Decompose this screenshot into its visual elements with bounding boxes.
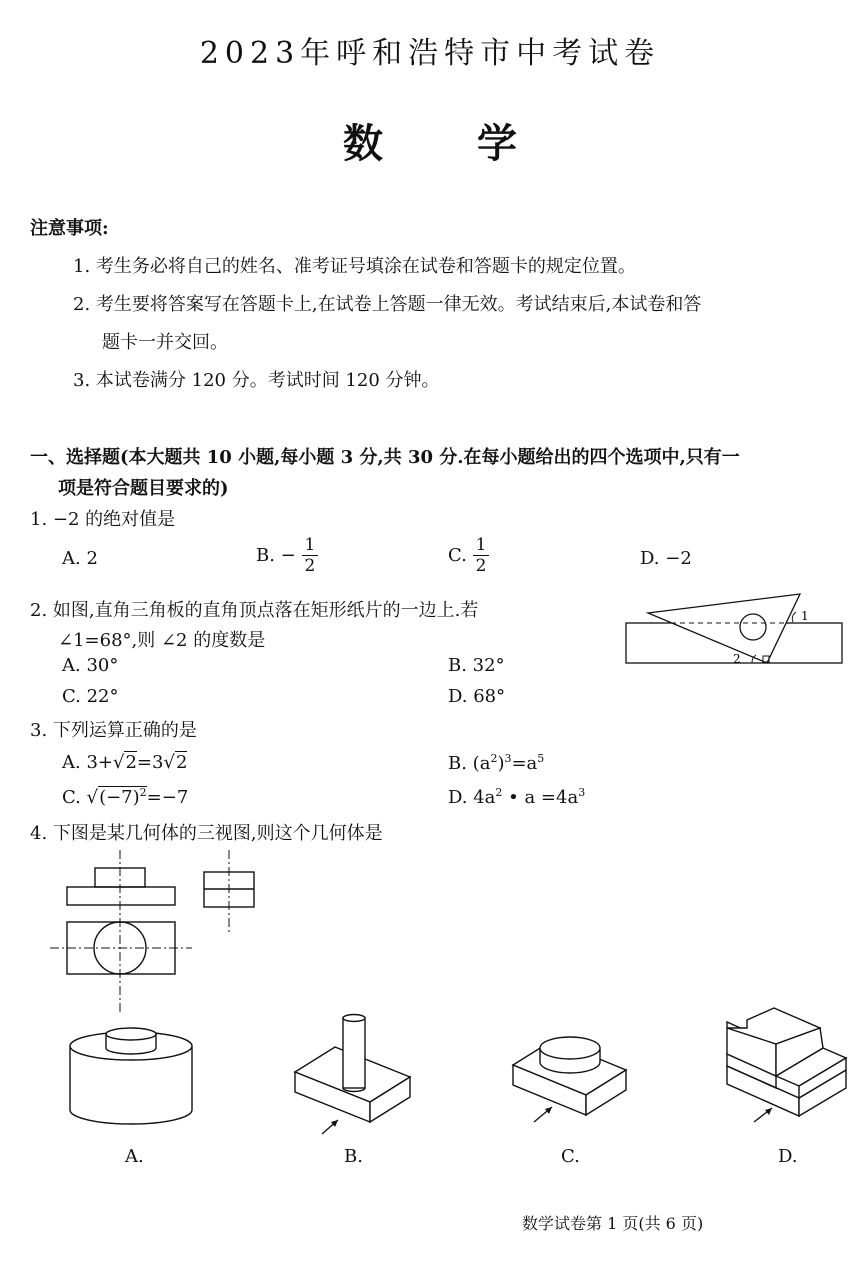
q3-c-prefix: C. <box>62 787 81 808</box>
q3-c-radicand: (−7) <box>99 787 140 808</box>
exam-title: 2023年呼和浩特市中考试卷 <box>199 36 661 71</box>
notes-item-2-cont: 题卡一并交回。 <box>102 332 228 353</box>
q3-c-exp: 2 <box>139 786 147 799</box>
q2-option-b: B. 32° <box>448 655 505 676</box>
q4-option-a-figure <box>66 1024 196 1132</box>
q3-b-exp-3: 5 <box>537 752 545 765</box>
section-heading-cont: 项是符合题目要求的) <box>58 478 229 499</box>
q2-stem-1: 2. 如图,直角三角板的直角顶点落在矩形纸片的一边上.若 <box>30 600 479 621</box>
q2-triangle-figure <box>620 590 850 670</box>
q3-c-eq: =−7 <box>146 787 189 808</box>
q4-label-b: B. <box>344 1146 363 1167</box>
q2-option-d: D. 68° <box>448 686 506 707</box>
q1-option-b-prefix: B. − <box>256 545 296 566</box>
q3-option-a: A. 3+√2=3√2 <box>62 752 188 773</box>
notes-item-2: 2. 考生要将答案写在答题卡上,在试卷上答题一律无效。考试结束后,本试卷和答 <box>73 294 702 315</box>
q3-b-exp-2: 3 <box>504 752 512 765</box>
q1-option-a: A. 2 <box>62 548 98 569</box>
q3-a-prefix: A. 3+ <box>62 752 113 773</box>
q2-option-a: A. 30° <box>62 655 119 676</box>
notes-heading: 注意事项: <box>30 218 109 239</box>
q3-d-exp-1: 2 <box>495 786 503 799</box>
q1-option-c-prefix: C. <box>448 545 467 566</box>
q1-stem: 1. −2 的绝对值是 <box>30 509 176 530</box>
q3-b-mid: ) <box>497 753 505 774</box>
q3-d-exp-2: 3 <box>578 786 586 799</box>
q3-c-radical <box>98 786 147 808</box>
q3-a-mid: =3 <box>136 752 164 773</box>
q3-option-c: C. $√(-7)^2=-7$ <box>62 786 189 808</box>
q1-c-denominator: 2 <box>475 556 487 576</box>
q3-b-exp-1: 2 <box>490 752 498 765</box>
q2-option-c: C. 22° <box>62 686 119 707</box>
q3-b-text: B. (a <box>448 753 491 774</box>
q3-option-d <box>448 786 585 808</box>
notes-item-3: 3. 本试卷满分 120 分。考试时间 120 分钟。 <box>73 370 440 391</box>
q1-option-d: D. −2 <box>640 548 692 569</box>
section-heading: 一、选择题(本大题共 10 小题,每小题 3 分,共 30 分.在每小题给出的四个选项中,只有一 <box>30 447 740 468</box>
q1-option-b <box>256 535 318 576</box>
q4-option-d-figure <box>724 1016 854 1128</box>
q4-option-c-figure <box>508 1020 633 1130</box>
q4-three-views-figure <box>40 848 270 1018</box>
q3-option-b <box>448 752 544 774</box>
q3-d-mid: • a =4a <box>502 787 579 808</box>
q3-stem: 3. 下列运算正确的是 <box>30 720 197 741</box>
q4-stem: 4. 下图是某几何体的三视图,则这个几何体是 <box>30 823 383 844</box>
q1-b-denominator: 2 <box>304 556 316 576</box>
notes-item-1: 1. 考生务必将自己的姓名、准考证号填涂在试卷和答题卡的规定位置。 <box>73 256 636 277</box>
q3-b-eq: =a <box>511 753 538 774</box>
q1-option-c <box>448 535 489 576</box>
q4-label-d: D. <box>778 1146 798 1167</box>
q4-label-c: C. <box>561 1146 580 1167</box>
q2-stem-2: ∠1=68°,则 ∠2 的度数是 <box>58 630 266 651</box>
q4-option-b-figure <box>290 1010 420 1140</box>
q1-option-c-fraction <box>473 535 490 576</box>
q1-b-numerator: 1 <box>302 535 319 556</box>
q3-d-text: D. 4a <box>448 787 496 808</box>
subject-title: 数 学 <box>343 120 557 167</box>
q3-a-radicand-2: 2 <box>175 752 188 773</box>
q2-angle-1-label: 1 <box>801 609 809 623</box>
q1-c-numerator: 1 <box>473 535 490 556</box>
q3-a-radicand-1: 2 <box>125 752 137 773</box>
q2-angle-2-label: 2 <box>733 652 741 666</box>
page-footer: 数学试卷第 1 页(共 6 页) <box>522 1214 704 1233</box>
q4-label-a: A. <box>125 1146 144 1167</box>
q1-option-b-fraction <box>302 535 319 576</box>
